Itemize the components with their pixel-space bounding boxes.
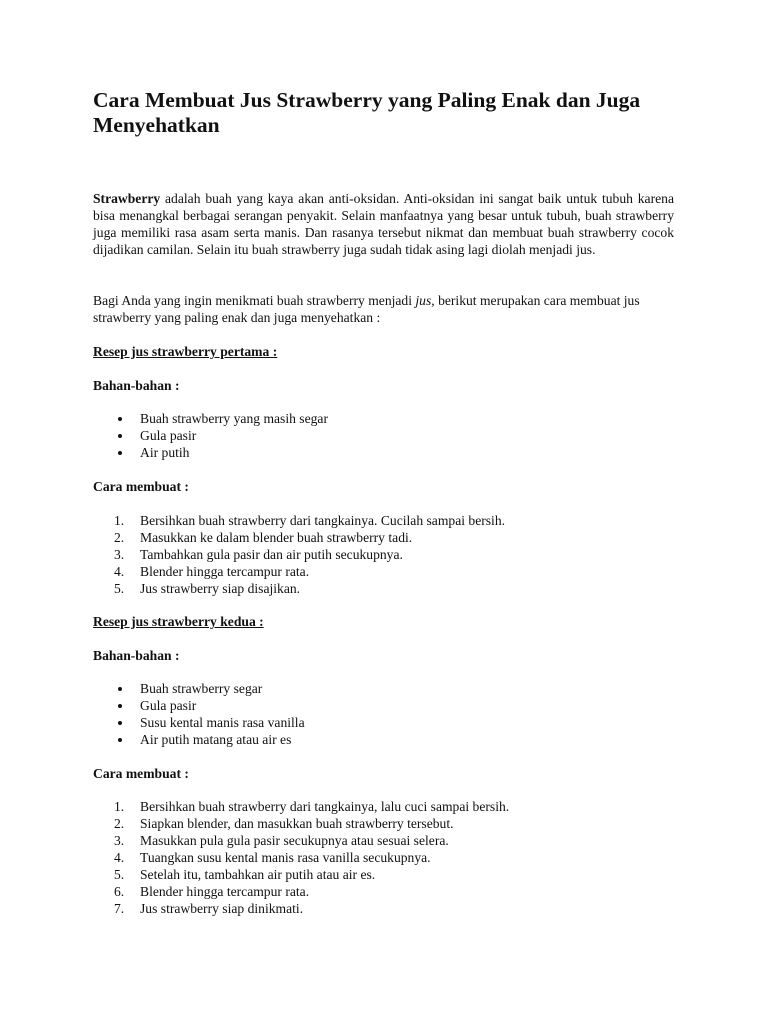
intro-body-text: adalah buah yang kaya akan anti-oksidan. Anti-oksidan ini sangat baik untuk tubuh karena bisa menangkal berbagai serangan penyakit. Selain manfaatnya yang besar untuk tubuh, buah strawberry juga memiliki rasa asam serta manis. Dan rasanya tersebut nikmat dan membuat buah strawberry cocok dijadikan camilan. Selain itu buah strawberry juga sudah tidak asing lagi diolah menjadi jus. bbox=[93, 191, 674, 257]
step-number: 2. bbox=[114, 816, 125, 831]
step-number: 1. bbox=[114, 799, 125, 814]
step-text: Blender hingga tercampur rata. bbox=[140, 884, 310, 899]
recipe-2-ingredients-list bbox=[93, 680, 305, 748]
step-text: Tuangkan susu kental manis rasa vanilla secukupnya. bbox=[140, 850, 431, 865]
recipe-1-steps-list bbox=[93, 512, 505, 597]
intro2-text-after: , berikut merupakan cara membuat jus strawberry yang paling enak dan juga menyehatkan : bbox=[93, 293, 640, 325]
ingredient-item: Gula pasir bbox=[93, 427, 328, 444]
step-text: Tambahkan gula pasir dan air putih secukupnya. bbox=[140, 547, 403, 562]
step-number: 3. bbox=[114, 833, 125, 848]
step-number: 4. bbox=[114, 850, 125, 865]
step-number: 1. bbox=[114, 513, 125, 528]
step-number: 6. bbox=[114, 884, 125, 899]
recipe-1-steps-label: Cara membuat : bbox=[93, 479, 189, 494]
ingredient-item: Buah strawberry yang masih segar bbox=[93, 410, 328, 427]
recipe-1-heading: Resep jus strawberry pertama : bbox=[93, 344, 278, 359]
step-item bbox=[93, 798, 509, 815]
intro-paragraph-2 bbox=[93, 292, 653, 326]
ingredient-item: Air putih bbox=[93, 444, 328, 461]
step-text: Bersihkan buah strawberry dari tangkainya. Cucilah sampai bersih. bbox=[140, 513, 506, 528]
intro2-italic-jus: jus bbox=[415, 293, 432, 308]
step-text: Bersihkan buah strawberry dari tangkainya, lalu cuci sampai bersih. bbox=[140, 799, 510, 814]
step-item bbox=[93, 900, 509, 917]
step-item bbox=[93, 546, 505, 563]
ingredient-item: Buah strawberry segar bbox=[93, 680, 305, 697]
ingredient-item: Air putih matang atau air es bbox=[93, 731, 305, 748]
step-item bbox=[93, 815, 509, 832]
step-number: 2. bbox=[114, 530, 125, 545]
step-number: 4. bbox=[114, 564, 125, 579]
recipe-1-ingredients-list bbox=[93, 410, 328, 461]
ingredient-item: Susu kental manis rasa vanilla bbox=[93, 714, 305, 731]
step-number: 5. bbox=[114, 867, 125, 882]
step-item bbox=[93, 866, 509, 883]
intro2-text-before: Bagi Anda yang ingin menikmati buah strawberry menjadi bbox=[93, 293, 416, 308]
step-item bbox=[93, 832, 509, 849]
recipe-2-ingredients-label: Bahan-bahan : bbox=[93, 648, 180, 663]
step-text: Siapkan blender, dan masukkan buah strawberry tersebut. bbox=[140, 816, 454, 831]
step-text: Masukkan pula gula pasir secukupnya atau sesuai selera. bbox=[140, 833, 449, 848]
step-text: Blender hingga tercampur rata. bbox=[140, 564, 310, 579]
recipe-1-ingredients-label: Bahan-bahan : bbox=[93, 378, 180, 393]
step-number: 7. bbox=[114, 901, 125, 916]
step-item bbox=[93, 580, 505, 597]
step-text: Setelah itu, tambahkan air putih atau air es. bbox=[140, 867, 376, 882]
step-text: Jus strawberry siap dinikmati. bbox=[140, 901, 304, 916]
step-item bbox=[93, 883, 509, 900]
step-item bbox=[93, 529, 505, 546]
document-title: Cara Membuat Jus Strawberry yang Paling Enak dan Juga Menyehatkan bbox=[93, 88, 641, 137]
recipe-2-heading: Resep jus strawberry kedua : bbox=[93, 614, 264, 629]
recipe-2-steps-list bbox=[93, 798, 509, 917]
step-text: Jus strawberry siap disajikan. bbox=[140, 581, 301, 596]
recipe-2-steps-label: Cara membuat : bbox=[93, 766, 189, 781]
step-number: 3. bbox=[114, 547, 125, 562]
step-item bbox=[93, 849, 509, 866]
intro-paragraph bbox=[93, 190, 674, 258]
step-text: Masukkan ke dalam blender buah strawberry tadi. bbox=[140, 530, 413, 545]
step-item bbox=[93, 563, 505, 580]
step-item bbox=[93, 512, 505, 529]
step-number: 5. bbox=[114, 581, 125, 596]
ingredient-item: Gula pasir bbox=[93, 697, 305, 714]
intro-lead-word: Strawberry bbox=[93, 191, 161, 206]
